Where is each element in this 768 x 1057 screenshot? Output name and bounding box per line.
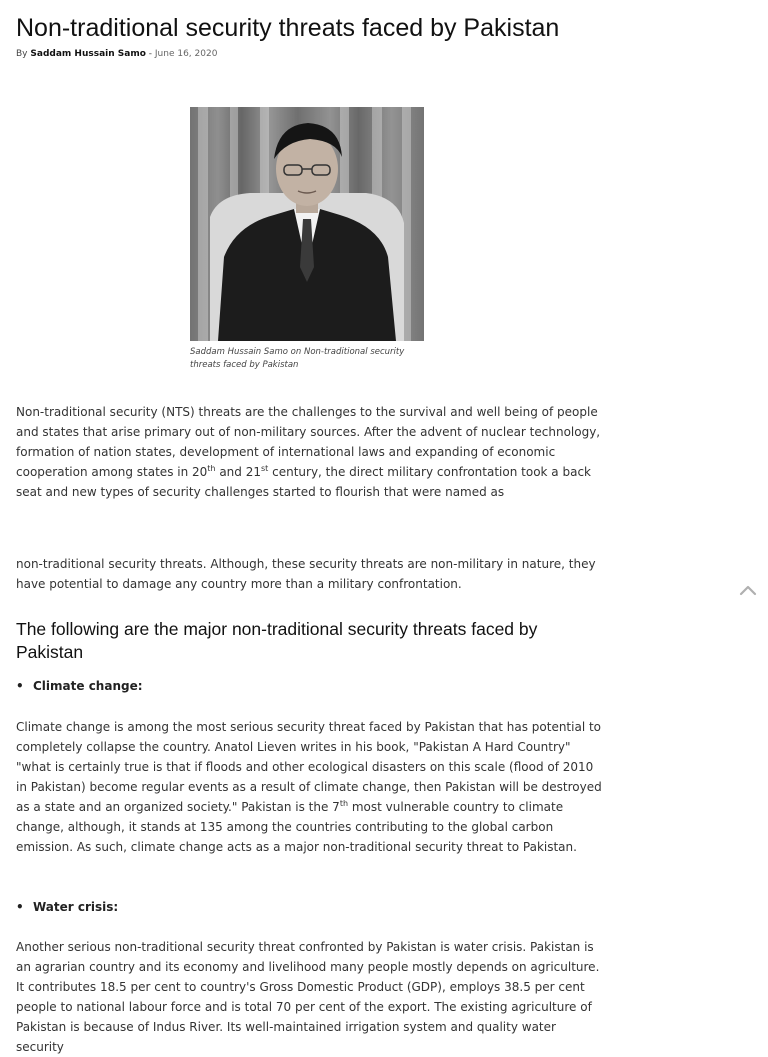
superscript-th: th xyxy=(339,799,349,808)
author-link[interactable]: Saddam Hussain Samo xyxy=(30,49,146,59)
water-crisis-paragraph: Another serious non-traditional security threat confronted by Pakistan is water crisis. Pakistan is an agrarian country and its economy and livelihood many people mostly depends on agriculture. It contributes 18.5 per cent to country's Gross Domestic Product (GDP), employs 38.5 per cent people to national labour force and is total 70 per cent of the export. The existing agriculture of Pakistan is because of Indus River. Its well-maintained irrigation system and quality water security xyxy=(16,940,600,1054)
bullet-label: Water crisis: xyxy=(33,900,119,914)
figure-caption: Saddam Hussain Samo on Non-traditional security threats faced by Pakistan xyxy=(190,347,405,370)
article-figure xyxy=(190,107,424,372)
superscript-th: th xyxy=(207,464,216,473)
scroll-to-top-button[interactable] xyxy=(736,578,760,602)
bullet-label: Climate change: xyxy=(33,679,143,693)
intro-paragraph-1 xyxy=(16,402,606,502)
bullet-climate-change xyxy=(16,679,143,693)
intro-text-1a: Non-traditional security (NTS) threats are the challenges to the survival and well being of people and states that arise primary out of non-military sources. After the advent of nuclear technology, formation of nation states, development of international laws and expanding of economic cooperation among states in 20 xyxy=(16,405,601,479)
climate-text-b: most vulnerable country to climate change, although, it stands at 135 among the countries contributing to the global carbon emission. As such, climate change acts as a major non-traditional security threat to Pakistan. xyxy=(16,800,577,854)
chevron-up-icon xyxy=(736,578,760,602)
author-photo-drawing xyxy=(190,107,424,341)
article-meta xyxy=(16,49,217,59)
climate-text-a: Climate change is among the most serious security threat faced by Pakistan that has potential to completely collapse the country. Anatol Lieven writes in his book, "Pakistan A Hard Country" "what is certainly true is that if floods and other ecological disasters on this scale (flood of 2010 in Pakistan) become regular events as a result of climate change, then Pakistan will be destroyed as a state and an organized society." Pakistan is the 7 xyxy=(16,720,602,814)
bullet-water-crisis xyxy=(16,900,118,914)
author-photo xyxy=(190,107,424,341)
section-heading: The following are the major non-traditional security threats faced by Pakistan xyxy=(16,619,538,662)
superscript-st: st xyxy=(260,464,269,473)
meta-separator: - xyxy=(148,49,153,59)
bullet-dot: • xyxy=(16,679,24,693)
intro-paragraph-2: non-traditional security threats. Although, these security threats are non-military in nature, they have potential to damage any country more than a military confrontation. xyxy=(16,557,596,591)
publish-date: June 16, 2020 xyxy=(154,49,218,59)
article-title: Non-traditional security threats faced by Pakistan xyxy=(16,14,560,42)
intro-text-1c: century, the direct military confrontation took a back seat and new types of security challenges started to flourish that were named as xyxy=(16,465,591,499)
intro-text-1b: and 21 xyxy=(215,465,261,479)
by-label: By xyxy=(16,49,28,59)
bullet-dot: • xyxy=(16,900,24,914)
climate-change-paragraph xyxy=(16,717,606,857)
